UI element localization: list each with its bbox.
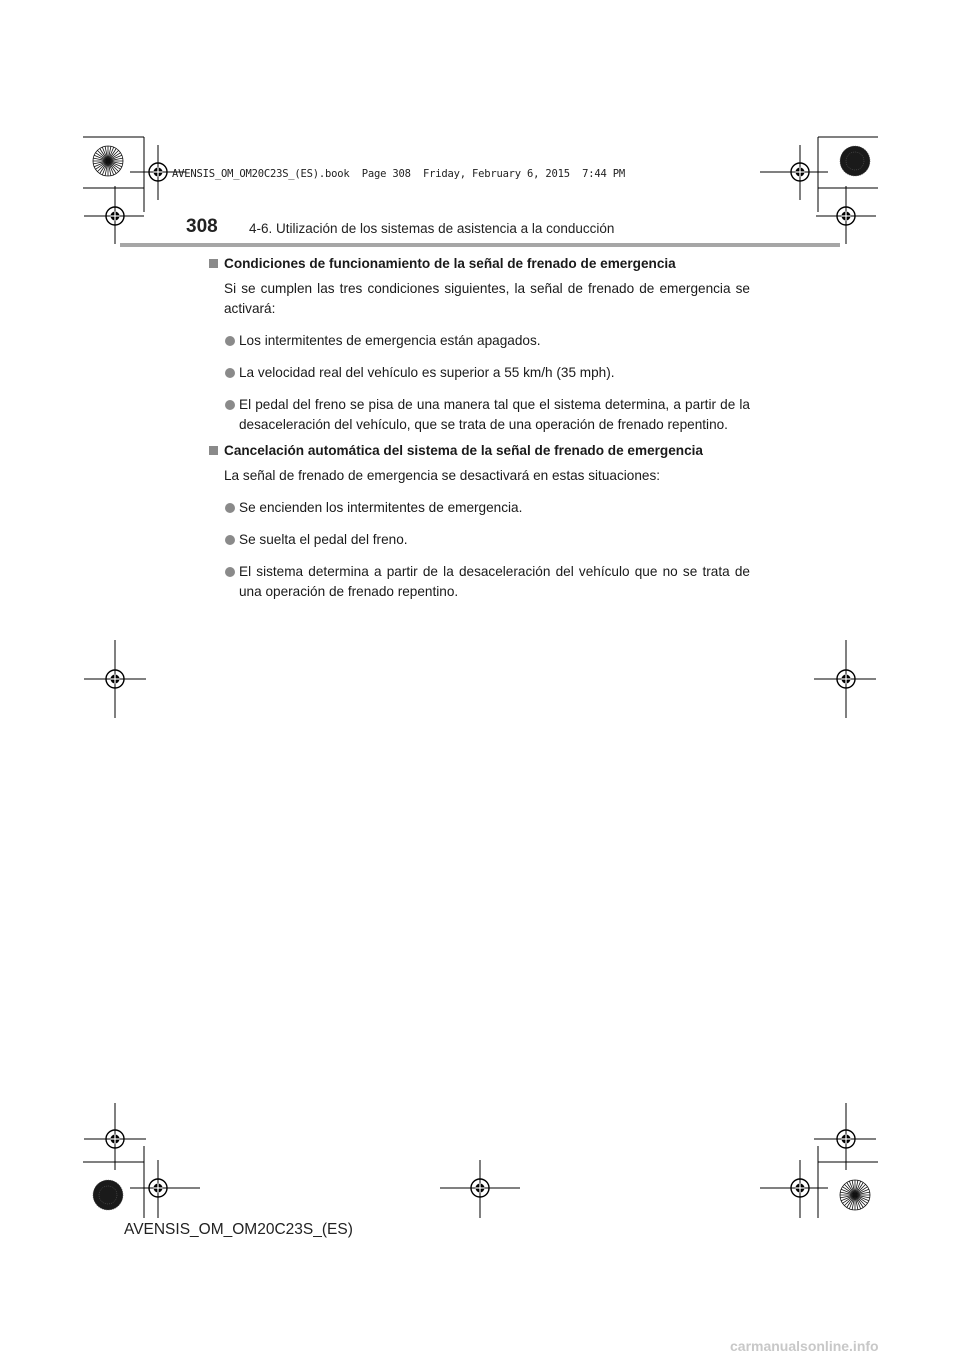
footer-document-code: AVENSIS_OM_OM20C23S_(ES) (124, 1221, 353, 1238)
list-item-text: El pedal del freno se pisa de una manera tal que el sistema determina, a partir de la desaceleración del vehículo, que se trata de una operación de frenado repentino. (239, 397, 750, 432)
list-item (208, 530, 750, 550)
heading-text: Cancelación automática del sistema de la señal de frenado de emergencia (224, 443, 703, 458)
circle-bullet-icon (225, 503, 235, 513)
list-item (208, 562, 750, 602)
page-number: 308 (186, 216, 218, 237)
list-item (208, 395, 750, 435)
page-content (208, 254, 750, 602)
circle-bullet-icon (225, 400, 235, 410)
list-item-text: La velocidad real del vehículo es superior a 55 km/h (35 mph). (239, 365, 615, 380)
circle-bullet-icon (225, 567, 235, 577)
list-item (208, 331, 750, 351)
list-item-text: Se suelta el pedal del freno. (239, 532, 408, 547)
section-heading (208, 441, 750, 461)
list-item (208, 498, 750, 518)
list-item-text: El sistema determina a partir de la desaceleración del vehículo que no se trata de una operación de frenado repentino. (239, 564, 750, 599)
section-intro: Si se cumplen las tres condiciones siguientes, la señal de frenado de emergencia se activará: (224, 281, 750, 316)
list-item-text: Los intermitentes de emergencia están apagados. (239, 333, 541, 348)
section-intro: La señal de frenado de emergencia se desactivará en estas situaciones: (224, 468, 661, 483)
book-info-line: AVENSIS_OM_OM20C23S_(ES).book Page 308 Friday, February 6, 2015 7:44 PM (172, 168, 625, 180)
section-heading (208, 254, 750, 274)
circle-bullet-icon (225, 336, 235, 346)
square-heading-icon (209, 446, 218, 455)
watermark: carmanualsonline.info (730, 1338, 879, 1354)
circle-bullet-icon (225, 368, 235, 378)
square-heading-icon (209, 259, 218, 268)
heading-text: Condiciones de funcionamiento de la señal de frenado de emergencia (224, 256, 676, 271)
header-rule (120, 243, 840, 247)
list-item (208, 363, 750, 383)
section-title: 4-6. Utilización de los sistemas de asistencia a la conducción (249, 221, 615, 236)
circle-bullet-icon (225, 535, 235, 545)
list-item-text: Se encienden los intermitentes de emergencia. (239, 500, 523, 515)
